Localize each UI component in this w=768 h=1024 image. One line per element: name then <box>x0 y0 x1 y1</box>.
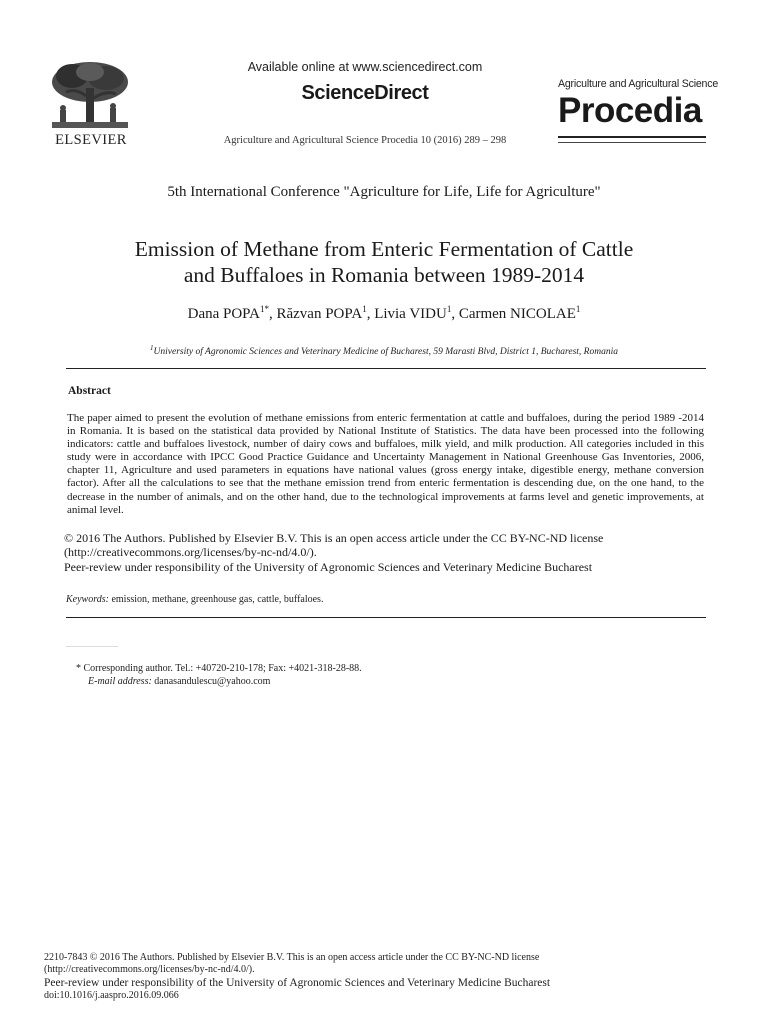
author-separator: , <box>268 306 277 322</box>
procedia-logo <box>558 78 719 130</box>
footer-license-link[interactable]: (http://creativecommons.org/licenses/by-nc-nd/4.0/). <box>44 964 255 976</box>
author-name: Carmen NICOLAE <box>458 306 576 322</box>
keywords-label: Keywords: <box>66 594 109 605</box>
license-link[interactable]: (http://creativecommons.org/licenses/by-nc-nd/4.0/). <box>64 545 317 559</box>
affiliation-mark: 1 <box>150 344 154 352</box>
affiliation-text: University of Agronomic Sciences and Veterinary Medicine of Bucharest, 59 Marasti Blvd, District 1, Bucharest, Romania <box>153 347 618 358</box>
peer-review-note: Peer-review under responsibility of the University of Agronomic Sciences and Veterinary Medicine Bucharest <box>64 560 593 574</box>
footer-peer-review: Peer-review under responsibility of the University of Agronomic Sciences and Veterinary Medicine Bucharest <box>44 977 551 990</box>
author-mark: 1 <box>446 304 452 314</box>
sciencedirect-logo[interactable]: ScienceDirect <box>301 82 429 104</box>
email-note <box>88 676 270 687</box>
procedia-rule-thin <box>558 142 706 143</box>
email-link[interactable]: danasandulescu@yahoo.com <box>151 676 271 687</box>
procedia-subtitle: Agriculture and Agricultural Science <box>558 78 719 90</box>
title-line-1: Emission of Methane from Enteric Fermentation of Cattle <box>134 237 634 261</box>
author-name: Dana POPA <box>187 306 260 322</box>
abstract-body: The paper aimed to present the evolution of methane emissions from enteric fermentation at cattle and buffaloes, during the period 1989 -2014 in Romania. It is based on the statistical data provided by National Institute of Statistics. The data have been processed into the following indicators: cattle and buffaloes livestock, number of dairy cows and buffaloes, milk yield, and milk production. All categories included in this study were in accordance with IPCC Good Practice Guidance and Uncertainty Management in National Greenhouse Gas Inventories, 2006, chapter 11, Agriculture and used parameters in equations have national values (gross energy intake, digestible energy, methane conversion factor). After all the calculations to see that the methane emission trend from enteric fermentation is descending due, on the one hand, to the decrease in the number of animals, and on the other hand, due to the technological improvements at farms level and genetic improvements, at animal level. <box>67 412 704 516</box>
footer-issn-line: 2210-7843 © 2016 The Authors. Published by Elsevier B.V. This is an open access article under the CC BY-NC-ND license <box>44 952 540 963</box>
corresponding-author-note: * Corresponding author. Tel.: +40720-210-178; Fax: +4021-318-28-88. <box>76 663 362 674</box>
copyright-text: © 2016 The Authors. Published by Elsevier B.V. This is an open access article under the CC BY-NC-ND license <box>64 531 604 545</box>
abstract-bottom-rule <box>66 617 706 618</box>
author-name: Livia VIDU <box>374 306 447 322</box>
keywords <box>66 594 706 605</box>
tree-icon <box>46 58 134 132</box>
author-mark: 1* <box>259 304 269 314</box>
author-mark: 1 <box>575 304 581 314</box>
author-separator: , <box>451 306 459 322</box>
email-label: E-mail address: <box>88 676 152 687</box>
footer-doi[interactable]: doi:10.1016/j.aaspro.2016.09.066 <box>44 990 179 1002</box>
footnote-rule <box>66 646 118 647</box>
author-name: Răzvan POPA <box>276 306 363 322</box>
available-online-link[interactable]: Available online at www.sciencedirect.com <box>247 60 483 74</box>
keywords-value: emission, methane, greenhouse gas, cattle, buffaloes. <box>108 594 324 605</box>
article-title <box>70 236 698 288</box>
author-separator: , <box>366 306 375 322</box>
author-list <box>40 304 728 323</box>
author-mark: 1 <box>362 304 367 314</box>
abstract-top-rule <box>66 368 706 369</box>
copyright-notice <box>64 531 704 559</box>
elsevier-wordmark: ELSEVIER <box>55 132 127 148</box>
journal-reference: Agriculture and Agricultural Science Procedia 10 (2016) 289 – 298 <box>223 135 507 146</box>
affiliation <box>40 344 728 357</box>
procedia-title: Procedia <box>558 91 702 130</box>
procedia-rule <box>558 136 706 138</box>
abstract-heading: Abstract <box>68 385 111 397</box>
title-line-2: and Buffaloes in Romania between 1989-2014 <box>183 263 585 287</box>
page-footer <box>44 952 724 1003</box>
conference-name: 5th International Conference "Agriculture for Life, Life for Agriculture" <box>167 184 601 200</box>
